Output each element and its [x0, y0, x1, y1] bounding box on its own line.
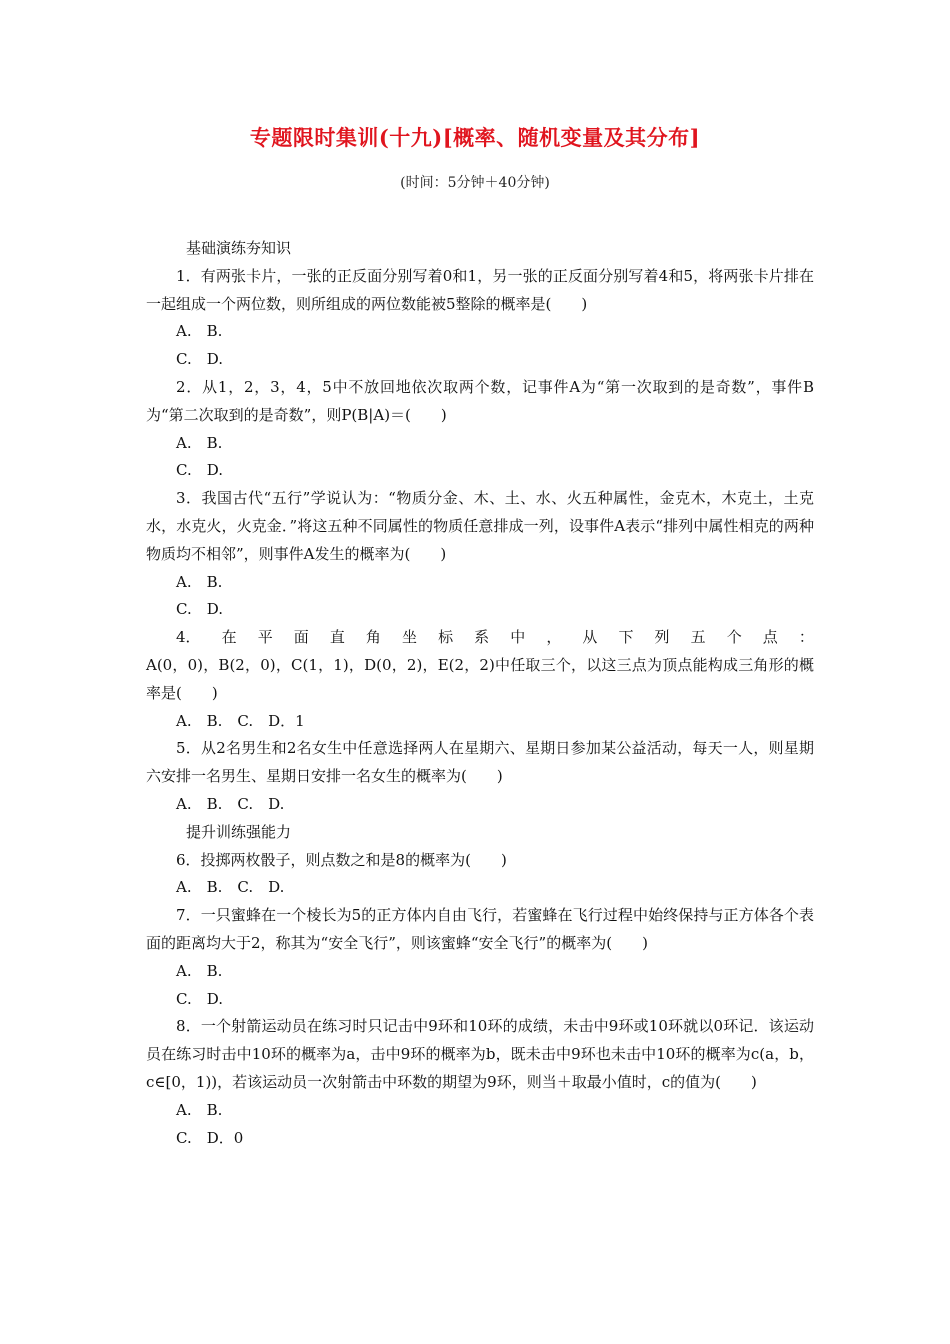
question-3-options-ab: A. B.	[176, 572, 223, 591]
question-3: 3．我国古代“五行”学说认为：“物质分金、木、土、水、火五种属性，金克木，木克土，土克水，水克火，火克金．”将这五种不同属性的物质任意排成一列，设事件A表示“排列中属性相克的两种物质均不相邻”，则事件A发生的概率为( )	[146, 489, 814, 563]
q4-char: 从	[582, 628, 598, 647]
q4-char: 标	[438, 628, 454, 647]
section-heading-advanced: 提升训练强能力	[186, 822, 292, 841]
question-6-options: A. B. C. D.	[176, 878, 285, 897]
q4-char: 直	[329, 628, 345, 647]
question-1-options-cd: C. D.	[176, 350, 223, 369]
question-1-options-ab: A. B.	[176, 322, 223, 341]
q4-char: 下	[618, 628, 634, 647]
question-2-options-cd: C. D.	[176, 461, 223, 480]
q4-char: ：	[798, 628, 814, 647]
question-2: 2．从1，2，3，4，5中不放回地依次取两个数，记事件A为“第一次取到的是奇数”，事件B为“第二次取到的是奇数”，则P(B|A)＝( )	[146, 377, 814, 424]
question-2-options-ab: A. B.	[176, 433, 223, 452]
q4-char: 角	[365, 628, 381, 647]
question-5-options: A. B. C. D.	[176, 794, 285, 813]
document-body	[146, 235, 814, 1152]
q4-char: 个	[726, 628, 742, 647]
question-5: 5．从2名男生和2名女生中任意选择两人在星期六、星期日参加某公益活动，每天一人，则星期六安排一名男生、星期日安排一名女生的概率为( )	[146, 739, 814, 786]
q4-char: 4．	[176, 628, 201, 647]
question-8-options-cd: C. D．0	[176, 1128, 244, 1147]
question-6: 6．投掷两枚骰子，则点数之和是8的概率为( )	[176, 850, 507, 869]
q4-char: 坐	[402, 628, 418, 647]
section-heading-basic: 基础演练夯知识	[186, 239, 292, 257]
q4-char: 面	[293, 628, 309, 647]
q4-char: 平	[257, 628, 273, 647]
q4-char: 中	[510, 628, 526, 647]
question-7-options-ab: A. B.	[176, 961, 223, 980]
question-4-first-line	[146, 624, 814, 652]
question-3-options-cd: C. D.	[176, 600, 223, 619]
q4-char: 列	[654, 628, 670, 647]
q4-char: 系	[474, 628, 490, 647]
question-4-options: A. B. C. D．1	[176, 711, 305, 730]
page-title: 专题限时集训(十九)[概率、随机变量及其分布]	[249, 125, 701, 150]
q4-char: 在	[221, 628, 237, 647]
question-7: 7．一只蜜蜂在一个棱长为5的正方体内自由飞行，若蜜蜂在飞行过程中始终保持与正方体各个表面的距离均大于2，称其为“安全飞行”，则该蜜蜂“安全飞行”的概率为( )	[146, 906, 814, 952]
question-4-continuation: A(0，0)，B(2，0)，C(1，1)，D(0，2)，E(2，2)中任取三个，以这三点为顶点能构成三角形的概率是( )	[146, 655, 814, 702]
q4-char: ，	[546, 628, 562, 647]
question-8-options-ab: A. B.	[176, 1100, 223, 1119]
q4-char: 点	[762, 628, 778, 647]
question-7-options-cd: C. D.	[176, 989, 223, 1008]
question-8: 8．一个射箭运动员在练习时只记击中9环和10环的成绩，未击中9环或10环就以0环记．该运动员在练习时击中10环的概率为a，击中9环的概率为b，既未击中9环也未击中10环的概率为c(a，b，c∈[0，1))，若该运动员一次射箭击中环数的期望为9环，则当＋取最小值时，c的值为( )	[146, 1017, 814, 1091]
page-subtitle: (时间：5分钟＋40分钟)	[400, 175, 550, 191]
q4-char: 五	[690, 628, 706, 647]
question-1: 1．有两张卡片，一张的正反面分别写着0和1，另一张的正反面分别写着4和5，将两张卡片排在一起组成一个两位数，则所组成的两位数能被5整除的概率是( )	[146, 266, 814, 313]
